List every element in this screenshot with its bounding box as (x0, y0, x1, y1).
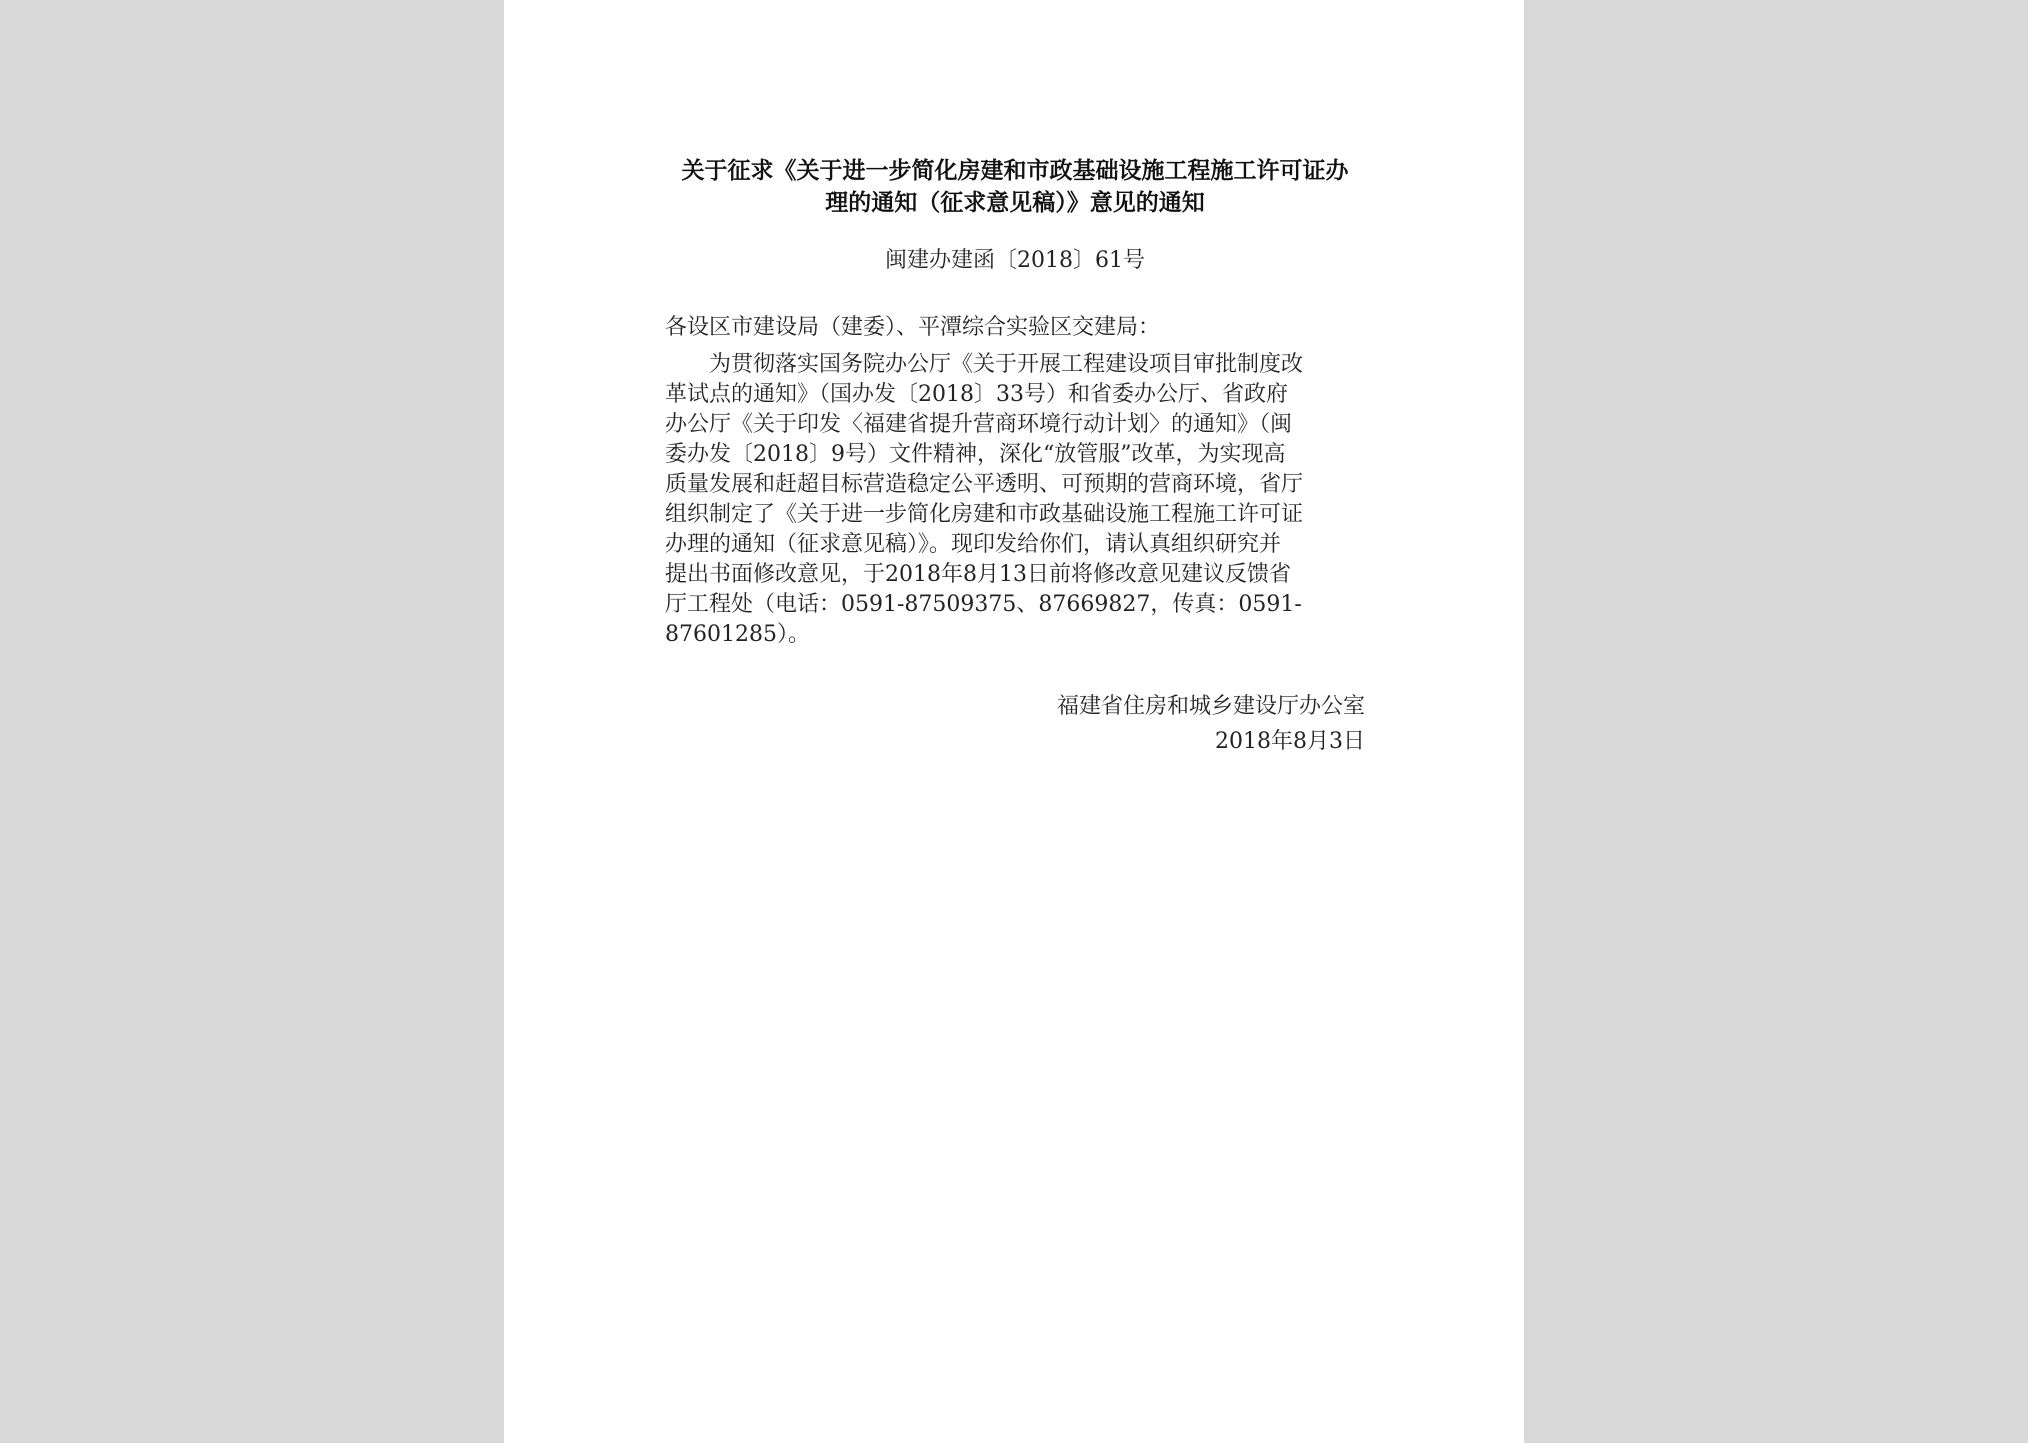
body-line: 委办发〔2018〕9号）文件精神，深化“放管服”改革，为实现高 (665, 442, 1286, 467)
document-number: 闽建办建函〔2018〕61号 (885, 248, 1145, 273)
body-line: 87601285）。 (665, 622, 810, 647)
body-paragraph (665, 350, 1365, 650)
signature-block (665, 689, 1365, 759)
body-line: 革试点的通知》（国办发〔2018〕33号）和省委办公厅、省政府 (665, 382, 1288, 407)
body-line: 组织制定了《关于进一步简化房建和市政基础设施工程施工许可证 (665, 502, 1304, 527)
body-line: 提出书面修改意见，于2018年8月13日前将修改意见建议反馈省 (665, 562, 1291, 587)
document-content (665, 155, 1365, 759)
salutation: 各设区市建设局（建委）、平潭综合实验区交建局： (665, 315, 1161, 340)
signatory: 福建省住房和城乡建设厅办公室 (1056, 694, 1365, 719)
document-title (665, 155, 1365, 219)
title-line: 理的通知（征求意见稿）》意见的通知 (825, 190, 1205, 216)
body-line: 为贯彻落实国务院办公厅《关于开展工程建设项目审批制度改 (709, 352, 1304, 377)
body-line: 质量发展和赶超目标营造稳定公平透明、可预期的营商环境，省厅 (665, 472, 1304, 497)
title-line: 关于征求《关于进一步简化房建和市政基础设施工程施工许可证办 (681, 158, 1349, 184)
body-line: 办公厅《关于印发〈福建省提升营商环境行动计划〉的通知》（闽 (665, 412, 1293, 437)
document-page (504, 0, 1524, 1443)
body-line: 办理的通知（征求意见稿）》。现印发给你们，请认真组织研究并 (665, 532, 1282, 557)
issue-date: 2018年8月3日 (1215, 729, 1365, 754)
body-line: 厅工程处（电话：0591-87509375、87669827，传真：0591- (665, 592, 1302, 617)
